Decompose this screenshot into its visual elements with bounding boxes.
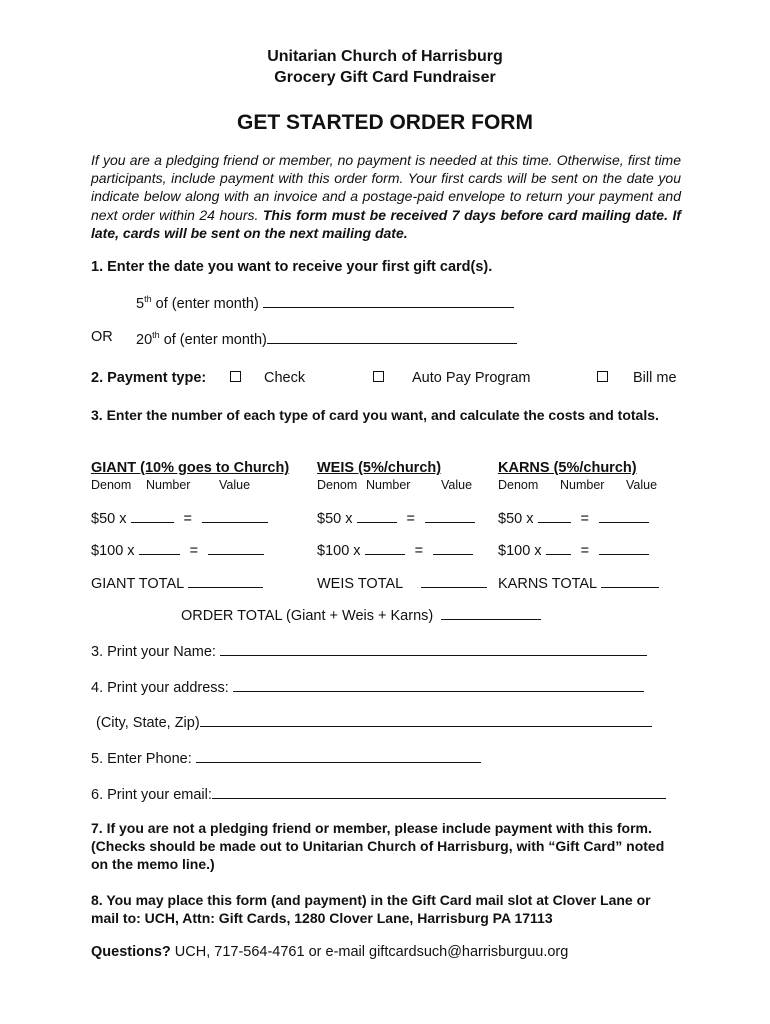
email-input[interactable] bbox=[212, 784, 666, 799]
address-row: 4. Print your address: bbox=[91, 677, 644, 696]
city-row: (City, State, Zip) bbox=[96, 712, 652, 731]
weis-100-row: $100 x = bbox=[317, 540, 473, 559]
karns-50-value-input[interactable] bbox=[599, 508, 649, 523]
billme-checkbox[interactable] bbox=[597, 371, 608, 382]
weis-col-value: Value bbox=[441, 478, 473, 492]
weis-100-number-input[interactable] bbox=[365, 540, 405, 555]
step3-heading: 3. Enter the number of each type of card you want, and calculate the costs and totals. bbox=[91, 407, 659, 423]
payment-type-label: 2. Payment type: bbox=[91, 370, 207, 386]
check-option-label: Check bbox=[264, 370, 306, 386]
giant-col-value: Value bbox=[219, 478, 251, 492]
karns-total-row: KARNS TOTAL bbox=[498, 573, 659, 592]
date-option-5th: 5th of (enter month) bbox=[136, 293, 514, 312]
karns-col-value: Value bbox=[626, 478, 658, 492]
giant-50-row: $50 x = bbox=[91, 508, 268, 527]
karns-100-value-input[interactable] bbox=[599, 540, 649, 555]
name-input[interactable] bbox=[220, 641, 647, 656]
intro-paragraph bbox=[91, 151, 681, 242]
order-total-input[interactable] bbox=[441, 605, 541, 620]
weis-50-row: $50 x = bbox=[317, 508, 475, 527]
intro-bold: This form must be received 7 days before card mailing date. If late, cards will be sent on the next mailing date. bbox=[91, 206, 682, 241]
weis-50-number-input[interactable] bbox=[357, 508, 397, 523]
weis-total-input[interactable] bbox=[421, 573, 487, 588]
karns-100-number-input[interactable] bbox=[546, 540, 571, 555]
questions-line bbox=[91, 944, 568, 960]
giant-col-denom: Denom bbox=[91, 478, 132, 492]
giant-100-value-input[interactable] bbox=[208, 540, 264, 555]
karns-col-number: Number bbox=[560, 478, 605, 492]
phone-input[interactable] bbox=[196, 748, 481, 763]
giant-100-row: $100 x = bbox=[91, 540, 264, 559]
karns-100-row: $100 x = bbox=[498, 540, 649, 559]
giant-50-number-input[interactable] bbox=[131, 508, 174, 523]
autopay-checkbox[interactable] bbox=[373, 371, 384, 382]
name-row: 3. Print your Name: bbox=[91, 641, 647, 660]
org-name: Unitarian Church of Harrisburg bbox=[267, 48, 503, 65]
form-subtitle: Grocery Gift Card Fundraiser bbox=[274, 69, 496, 86]
giant-title: GIANT (10% goes to Church) bbox=[91, 460, 290, 476]
weis-50-value-input[interactable] bbox=[425, 508, 475, 523]
questions-label: Questions? bbox=[91, 944, 171, 960]
giant-col-number: Number bbox=[146, 478, 191, 492]
phone-row: 5. Enter Phone: bbox=[91, 748, 481, 767]
questions-contact: UCH, 717-564-4761 or e-mail giftcardsuch@harrisburguu.org bbox=[170, 944, 569, 960]
month-5th-input[interactable] bbox=[263, 293, 514, 308]
weis-100-value-input[interactable] bbox=[433, 540, 473, 555]
step7-text: 7. If you are not a pledging friend or member, please include payment with this form. (Checks should be made out to Unitarian Church of Harrisburg, with “Gift Card” noted on the memo line.) bbox=[91, 820, 665, 872]
email-row: 6. Print your email: bbox=[91, 784, 666, 803]
or-label: OR bbox=[91, 329, 113, 345]
address-input[interactable] bbox=[233, 677, 644, 692]
karns-50-row: $50 x = bbox=[498, 508, 649, 527]
intro-italic: If you are a pledging friend or member, no payment is needed at this time. Otherwise, first time participants, include payment with this order form. Your first cards will be sent on the date you indicate below along with an invoice and a postage-paid envelope to return your payment and next order within 24 hours. bbox=[91, 152, 681, 223]
date-option-20th: 20th of (enter month) bbox=[136, 329, 517, 348]
step8-text: 8. You may place this form (and payment) in the Gift Card mail slot at Clover Lane or mail to: UCH, Attn: Gift Cards, 1280 Clover Lane, Harrisburg PA 17113 bbox=[91, 892, 651, 926]
month-20th-input[interactable] bbox=[267, 329, 517, 344]
karns-50-number-input[interactable] bbox=[538, 508, 571, 523]
order-total-row: ORDER TOTAL (Giant + Weis + Karns) bbox=[181, 605, 541, 624]
giant-100-number-input[interactable] bbox=[139, 540, 180, 555]
giant-total-input[interactable] bbox=[188, 573, 263, 588]
check-checkbox[interactable] bbox=[230, 371, 241, 382]
weis-total-row: WEIS TOTAL bbox=[317, 573, 487, 592]
karns-title: KARNS (5%/church) bbox=[498, 460, 637, 476]
city-input[interactable] bbox=[200, 712, 652, 727]
karns-col-denom: Denom bbox=[498, 478, 539, 492]
autopay-option-label: Auto Pay Program bbox=[412, 370, 531, 386]
weis-col-number: Number bbox=[366, 478, 411, 492]
weis-col-denom: Denom bbox=[317, 478, 358, 492]
weis-title: WEIS (5%/church) bbox=[317, 460, 442, 476]
billme-option-label: Bill me bbox=[633, 370, 677, 386]
form-title: GET STARTED ORDER FORM bbox=[237, 111, 533, 134]
giant-50-value-input[interactable] bbox=[202, 508, 268, 523]
karns-total-input[interactable] bbox=[601, 573, 659, 588]
step1-heading: 1. Enter the date you want to receive your first gift card(s). bbox=[91, 259, 493, 275]
giant-total-row: GIANT TOTAL bbox=[91, 573, 263, 592]
